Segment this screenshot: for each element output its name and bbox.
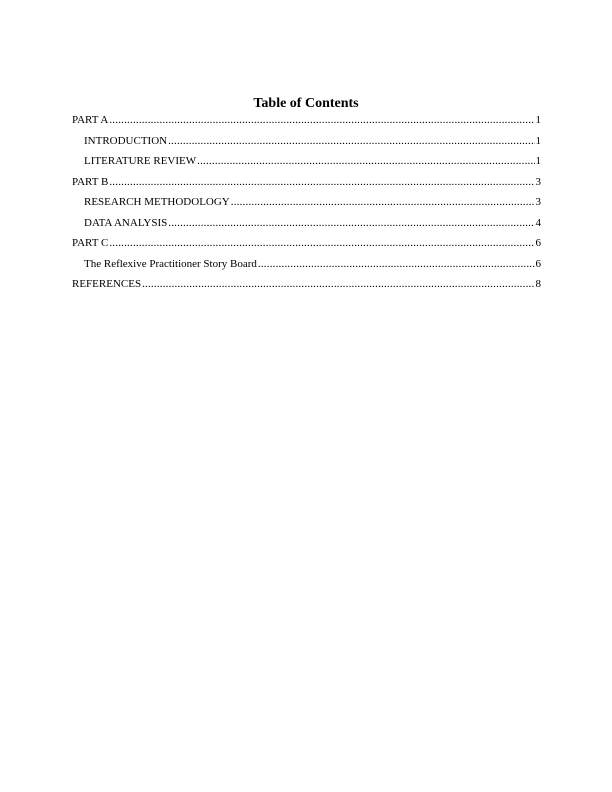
toc-dot-leader bbox=[168, 216, 534, 230]
toc-entry-page: 6 bbox=[535, 257, 541, 270]
toc-entry-label: INTRODUCTION bbox=[84, 134, 168, 147]
toc-entry-label: PART B bbox=[72, 175, 109, 188]
toc-entry-page: 6 bbox=[535, 237, 541, 249]
toc-entry-label: DATA ANALYSIS bbox=[84, 216, 168, 229]
toc-entry-reflexive-practitioner-story-board[interactable] bbox=[72, 257, 541, 278]
toc-dot-leader bbox=[109, 113, 534, 127]
toc-entry-page: 1 bbox=[535, 114, 541, 126]
toc-entry-page: 3 bbox=[535, 175, 541, 188]
toc-entry-label: The Reflexive Practitioner Story Board bbox=[84, 257, 257, 270]
toc-dot-leader bbox=[109, 175, 534, 189]
table-of-contents bbox=[72, 113, 541, 298]
toc-dot-leader bbox=[231, 195, 535, 209]
toc-entry-page: 8 bbox=[535, 278, 541, 290]
toc-dot-leader bbox=[258, 257, 535, 271]
toc-entry-label: PART C bbox=[72, 237, 109, 249]
toc-entry-data-analysis[interactable] bbox=[72, 216, 541, 237]
toc-entry-part-b[interactable] bbox=[72, 175, 541, 196]
toc-dot-leader bbox=[109, 236, 534, 250]
toc-dot-leader bbox=[168, 134, 534, 148]
toc-entry-references[interactable] bbox=[72, 277, 541, 298]
toc-entry-page: 1 bbox=[535, 134, 541, 147]
toc-entry-label: RESEARCH METHODOLOGY bbox=[84, 196, 230, 208]
toc-entry-introduction[interactable] bbox=[72, 134, 541, 155]
toc-entry-label: PART A bbox=[72, 114, 109, 126]
toc-entry-page: 4 bbox=[535, 216, 541, 229]
toc-entry-label: REFERENCES bbox=[72, 278, 142, 290]
toc-entry-page: 3 bbox=[535, 196, 541, 208]
toc-entry-page: 1 bbox=[535, 155, 541, 167]
toc-entry-label: LITERATURE REVIEW bbox=[84, 155, 197, 167]
toc-dot-leader bbox=[197, 154, 534, 168]
toc-entry-part-a[interactable] bbox=[72, 113, 541, 134]
toc-dot-leader bbox=[142, 277, 534, 291]
toc-entry-research-methodology[interactable] bbox=[72, 195, 541, 216]
toc-entry-part-c[interactable] bbox=[72, 236, 541, 257]
toc-title: Table of Contents bbox=[253, 96, 359, 111]
toc-entry-literature-review[interactable] bbox=[72, 154, 541, 175]
